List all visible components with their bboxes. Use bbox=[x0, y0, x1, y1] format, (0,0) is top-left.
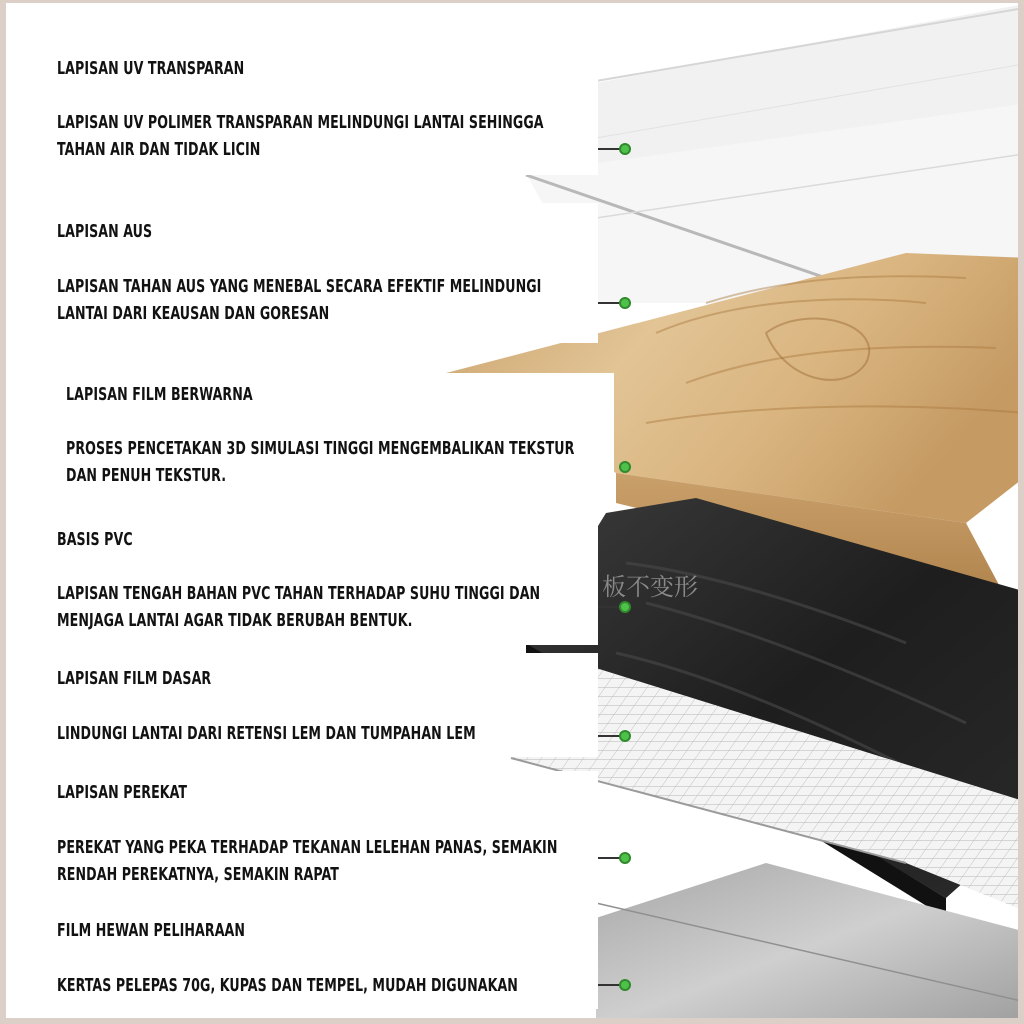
layer-title: FILM HEWAN PELIHARAAN bbox=[57, 920, 246, 941]
marker-dot-icon bbox=[619, 730, 631, 742]
layer-card-color-film bbox=[56, 373, 614, 511]
layer-card-release-film bbox=[52, 901, 598, 1009]
layer-title: BASIS PVC bbox=[57, 529, 133, 550]
layer-card-pvc bbox=[52, 515, 598, 645]
leader-line bbox=[598, 302, 620, 304]
layer-description: PROSES PENCETAKAN 3D SIMULASI TINGGI MENGEMBALIKAN TEKSTUR DAN PENUH TEKSTUR. bbox=[66, 438, 575, 486]
leader-line bbox=[598, 606, 620, 608]
marker-dot-icon bbox=[619, 979, 631, 991]
layer-description: KERTAS PELEPAS 70G, KUPAS DAN TEMPEL, MUDAH DIGUNAKAN bbox=[57, 975, 518, 996]
release-film-sheet bbox=[596, 863, 1024, 1024]
layer-card-adhesive bbox=[52, 771, 598, 897]
layer-title: LAPISAN FILM BERWARNA bbox=[66, 384, 253, 405]
watermark-text: 板不变形 bbox=[602, 573, 698, 601]
layer-description: LAPISAN TENGAH BAHAN PVC TAHAN TERHADAP SUHU TINGGI DAN MENJAGA LANTAI AGAR TIDAK BERUBAH BENTUK. bbox=[57, 583, 541, 631]
marker-dot-icon bbox=[619, 461, 631, 473]
layer-card-uv bbox=[52, 47, 598, 175]
layer-title: LAPISAN UV TRANSPARAN bbox=[57, 58, 245, 79]
layer-title: LAPISAN FILM DASAR bbox=[57, 668, 212, 689]
layer-description: PEREKAT YANG PEKA TERHADAP TEKANAN LELEHAN PANAS, SEMAKIN RENDAH PEREKATNYA, SEMAKIN RAPAT bbox=[57, 837, 558, 885]
leader-line bbox=[598, 735, 620, 737]
leader-line bbox=[598, 857, 620, 859]
marker-dot-icon bbox=[619, 297, 631, 309]
marker-dot-icon bbox=[619, 852, 631, 864]
layer-description: LAPISAN TAHAN AUS YANG MENEBAL SECARA EFEKTIF MELINDUNGI LANTAI DARI KEAUSAN DAN GORESAN bbox=[57, 276, 542, 324]
layer-card-base-film bbox=[52, 653, 598, 757]
marker-dot-icon bbox=[619, 143, 631, 155]
leader-line bbox=[598, 984, 620, 986]
layer-card-wear bbox=[52, 203, 598, 343]
marker-dot-icon bbox=[619, 601, 631, 613]
layer-description: LAPISAN UV POLIMER TRANSPARAN MELINDUNGI LANTAI SEHINGGA TAHAN AIR DAN TIDAK LICIN bbox=[57, 112, 544, 160]
layer-title: LAPISAN AUS bbox=[57, 221, 153, 242]
layer-title: LAPISAN PEREKAT bbox=[57, 782, 188, 803]
leader-line bbox=[598, 148, 620, 150]
layer-description: LINDUNGI LANTAI DARI RETENSI LEM DAN TUMPAHAN LEM bbox=[57, 723, 476, 744]
